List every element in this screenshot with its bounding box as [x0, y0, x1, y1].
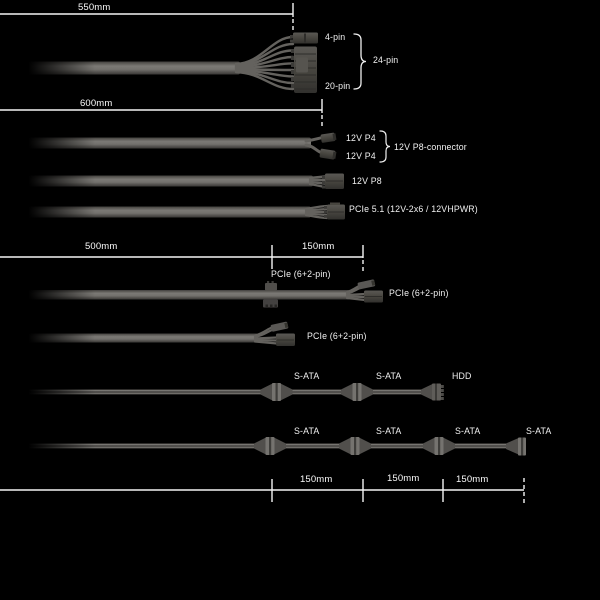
- label-sata-1a: S-ATA: [294, 371, 320, 381]
- connector-hdd: [421, 384, 444, 401]
- label-4pin: 4-pin: [325, 32, 346, 42]
- connector-pcie-6pin-single: [276, 334, 295, 347]
- brace-12v-p8-connector: [380, 131, 390, 162]
- label-24pin: 24-pin: [373, 55, 399, 65]
- measure-bottom-150mm-2: 150mm: [387, 473, 420, 484]
- brace-24pin: [354, 34, 366, 89]
- label-12v-p4-bottom: 12V P4: [346, 151, 376, 161]
- measure-150mm-label: 150mm: [302, 241, 335, 252]
- label-pcie-51: PCIe 5.1 (12V-2x6 / 12VHPWR): [349, 204, 478, 214]
- label-sata-2b: S-ATA: [376, 426, 402, 436]
- measure-bottom-150mm-1: 150mm: [300, 474, 333, 485]
- label-12v-p8-connector: 12V P8-connector: [394, 142, 467, 152]
- connector-sata-2: [341, 383, 373, 401]
- connector-12v-p4-bottom: [319, 148, 336, 159]
- label-sata-2c: S-ATA: [455, 426, 481, 436]
- measure-600mm-label: 600mm: [80, 98, 113, 109]
- connector-sata-q4-end: [506, 438, 526, 456]
- label-20pin: 20-pin: [325, 81, 351, 91]
- measure-500mm-label: 500mm: [85, 241, 118, 252]
- connector-sata-1: [261, 383, 293, 401]
- ruler-550mm: [0, 3, 293, 31]
- connector-pcie-2pin-end: [357, 279, 375, 289]
- connector-pcie-2pin-single: [270, 321, 288, 331]
- label-sata-1b: S-ATA: [376, 371, 402, 381]
- label-sata-2a: S-ATA: [294, 426, 320, 436]
- measure-bottom-150mm-3: 150mm: [456, 474, 489, 485]
- measure-550mm-label: 550mm: [78, 2, 111, 13]
- connector-sata-q1: [254, 437, 286, 455]
- label-pcie-62-single: PCIe (6+2-pin): [307, 331, 367, 341]
- connector-20pin: [291, 47, 317, 94]
- ruler-bottom-150mm: [0, 478, 524, 503]
- connector-sata-q2: [339, 437, 371, 455]
- label-hdd: HDD: [452, 371, 472, 381]
- label-12v-p4-top: 12V P4: [346, 133, 376, 143]
- connector-12v-p8: [322, 174, 344, 190]
- label-12v-p8: 12V P8: [352, 176, 382, 186]
- label-pcie-62-mid: PCIe (6+2-pin): [271, 269, 331, 279]
- connector-12v-p4-top: [320, 132, 336, 143]
- connector-4pin: [290, 33, 318, 44]
- label-sata-2d: S-ATA: [526, 426, 552, 436]
- connector-sata-q3: [423, 437, 455, 455]
- ruler-600mm: [0, 99, 322, 127]
- cable-fade-overlays: [0, 59, 95, 451]
- label-pcie-62-end: PCIe (6+2-pin): [389, 288, 449, 298]
- connector-pcie-6pin-end: [364, 291, 383, 303]
